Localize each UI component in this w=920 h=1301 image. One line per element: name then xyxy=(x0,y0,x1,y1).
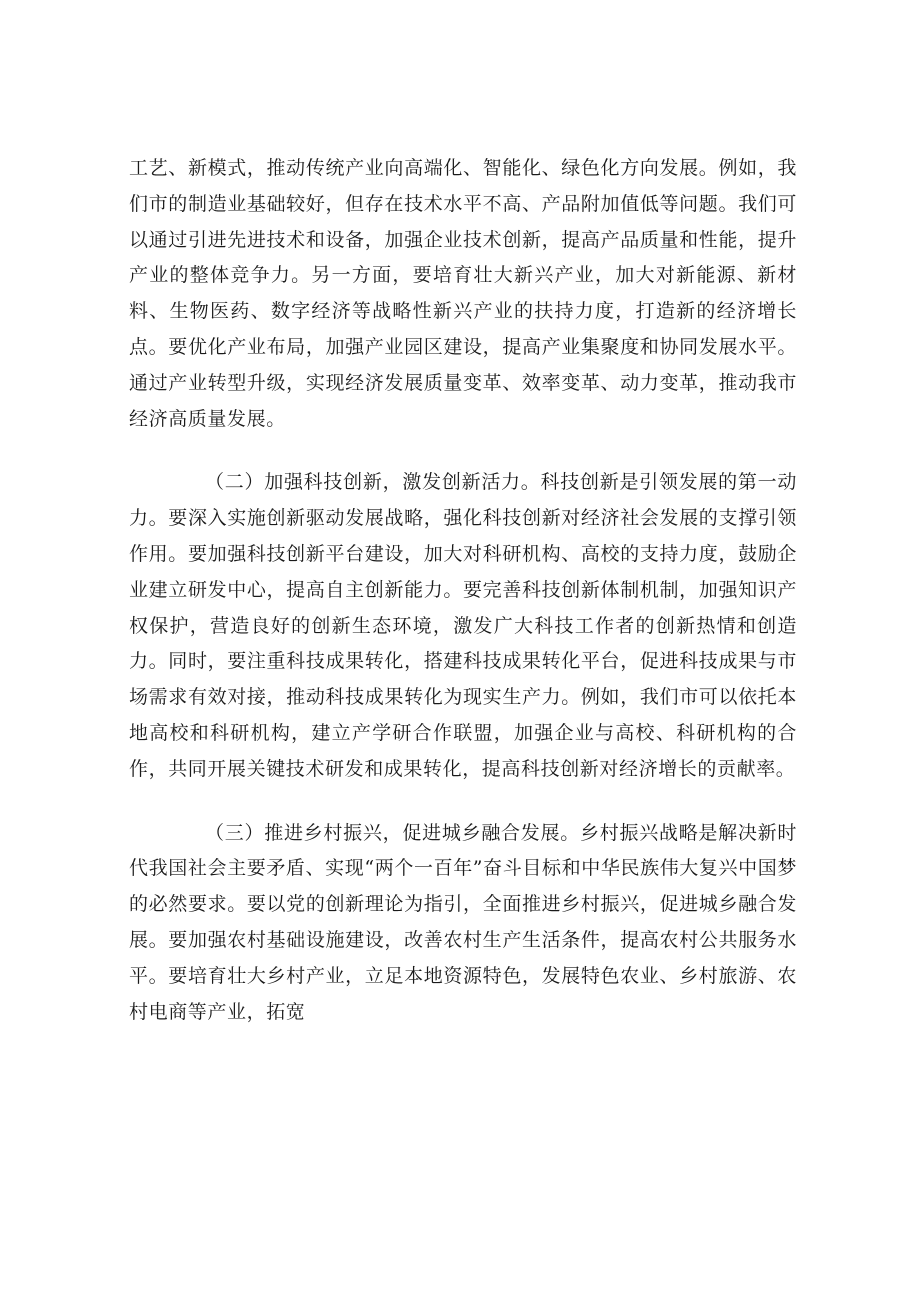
paragraph-industry-upgrade: 工艺、新模式，推动传统产业向高端化、智能化、绿色化方向发展。例如，我们市的制造业基础较好，但存在技术水平不高、产品附加值低等问题。我们可以通过引进先进技术和设备，加强企业技术创新，提高产品质量和性能，提升产业的整体竞争力。另一方面，要培育壮大新兴产业，加大对新能源、新材料、生物医药、数字经济等战略性新兴产业的扶持力度，打造新的经济增长点。要优化产业布局，加强产业园区建设，提高产业集聚度和协同发展水平。通过产业转型升级，实现经济发展质量变革、效率变革、动力变革，推动我市经济高质量发展。 xyxy=(129,157,797,430)
paragraph-tech-innovation: （二）加强科技创新，激发创新活力。科技创新是引领发展的第一动力。要深入实施创新驱动发展战略，强化科技创新对经济社会发展的支撑引领作用。要加强科技创新平台建设，加大对科研机构、高校的支持力度，鼓励企业建立研发中心，提高自主创新能力。要完善科技创新体制机制，加强知识产权保护，营造良好的创新生态环境，激发广大科技工作者的创新热情和创造力。同时，要注重科技成果转化，搭建科技成果转化平台，促进科技成果与市场需求有效对接，推动科技成果转化为现实生产力。例如，我们市可以依托本地高校和科研机构，建立产学研合作联盟，加强企业与高校、科研机构的合作，共同开展关键技术研发和成果转化，提高科技创新对经济增长的贡献率。 xyxy=(129,471,797,780)
paragraph-rural-revitalization: （三）推进乡村振兴，促进城乡融合发展。乡村振兴战略是解决新时代我国社会主要矛盾、实现“两个一百年”奋斗目标和中华民族伟大复兴中国梦的必然要求。要以党的创新理论为指引，全面推进乡村振兴，促进城乡融合发展。要加强农村基础设施建设，改善农村生产生活条件，提高农村公共服务水平。要培育壮大乡村产业，立足本地资源特色，发展特色农业、乡村旅游、农村电商等产业，拓宽 xyxy=(129,821,797,1023)
document-body xyxy=(129,151,797,1030)
